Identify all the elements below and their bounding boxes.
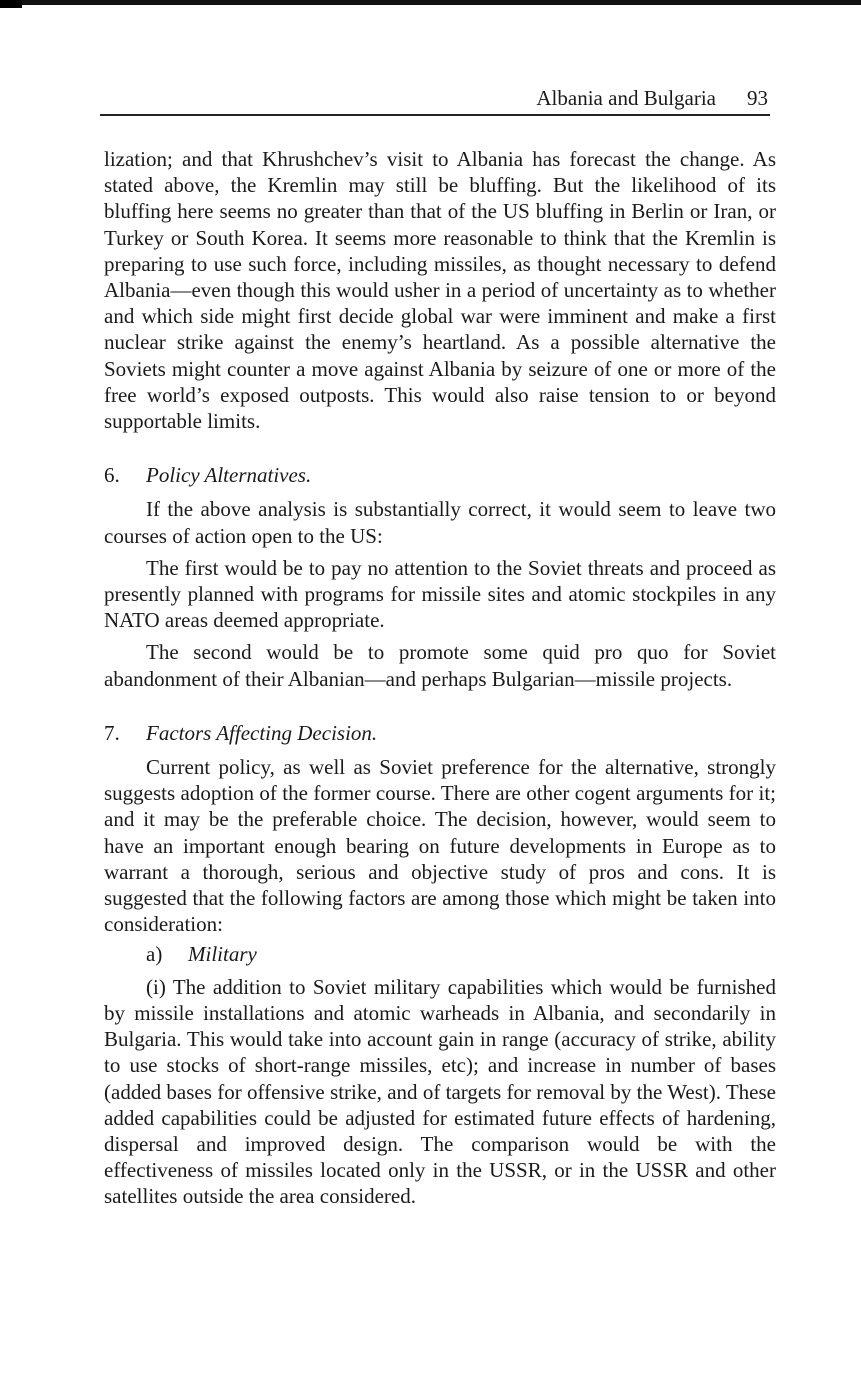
paragraph-intro: lization; and that Khrushchev’s visit to Albania has forecast the change. As stated above, the Kremlin may still be bluffing. But the likelihood of its bluffing here seems no greater than that of the US bluffing in Berlin or Iran, or Turkey or South Korea. It seems more reasonable to think that the Kremlin is preparing to use such force, including missiles, as thought necessary to defend Albania—even though this would usher in a period of uncertainty as to whether and which side might first decide global war were imminent and make a first nuclear strike against the enemy’s heartland. As a possible alternative the Soviets might counter a move against Albania by seizure of one or more of the free world’s exposed outposts. This would also raise tension to or beyond supportable limits.: [104, 147, 776, 434]
paragraph-7-1: Current policy, as well as Soviet preference for the alternative, strongly suggests adoption of the former course. There are other cogent arguments for it; and it may be the preferable choice. The decision, however, would seem to have an important enough bearing on future developments in Europe as to warrant a thorough, serious and objective study of pros and cons. It is suggested that the following factors are among those which might be taken into consideration:: [104, 755, 776, 937]
page-body: [104, 146, 776, 1210]
page-number: 93: [747, 86, 768, 110]
section-title-6: Policy Alternatives.: [146, 463, 312, 488]
section-number-7: 7.: [104, 720, 120, 745]
section-heading-6: [104, 462, 776, 488]
section-number-6: 6.: [104, 463, 120, 488]
subheading-label: a): [146, 942, 163, 967]
running-header: [100, 84, 770, 116]
paragraph-6-1: If the above analysis is substantially correct, it would seem to leave two courses of action open to the US:: [104, 497, 776, 548]
subheading-title: Military: [188, 942, 257, 967]
paragraph-6-2: The first would be to pay no attention to the Soviet threats and proceed as presently planned with programs for missile sites and atomic stockpiles in any NATO areas deemed appropriate.: [104, 555, 776, 633]
subheading-military: [104, 941, 776, 967]
section-heading-7: [104, 720, 776, 746]
scan-edge-corner: [0, 0, 22, 8]
running-header-title: Albania and Bulgaria: [536, 86, 716, 110]
section-title-7: Factors Affecting Decision.: [146, 720, 378, 745]
paragraph-7-2: (i) The addition to Soviet military capabilities which would be furnished by missile installations and atomic warheads in Albania, and secondarily in Bulgaria. This would take into account gain in range (accuracy of strike, ability to use stocks of short-range missiles, etc); and increase in number of bases (added bases for offensive strike, and of targets for removal by the West). These added capabilities could be adjusted for estimated future effects of hardening, dispersal and improved design. The comparison would be with the effectiveness of missiles located only in the USSR, or in the USSR and other satellites outside the area considered.: [104, 974, 776, 1209]
scan-edge: [0, 0, 861, 5]
paragraph-6-3: The second would be to promote some quid pro quo for Soviet abandonment of their Albanian—and perhaps Bulgarian—missile projects.: [104, 640, 776, 691]
